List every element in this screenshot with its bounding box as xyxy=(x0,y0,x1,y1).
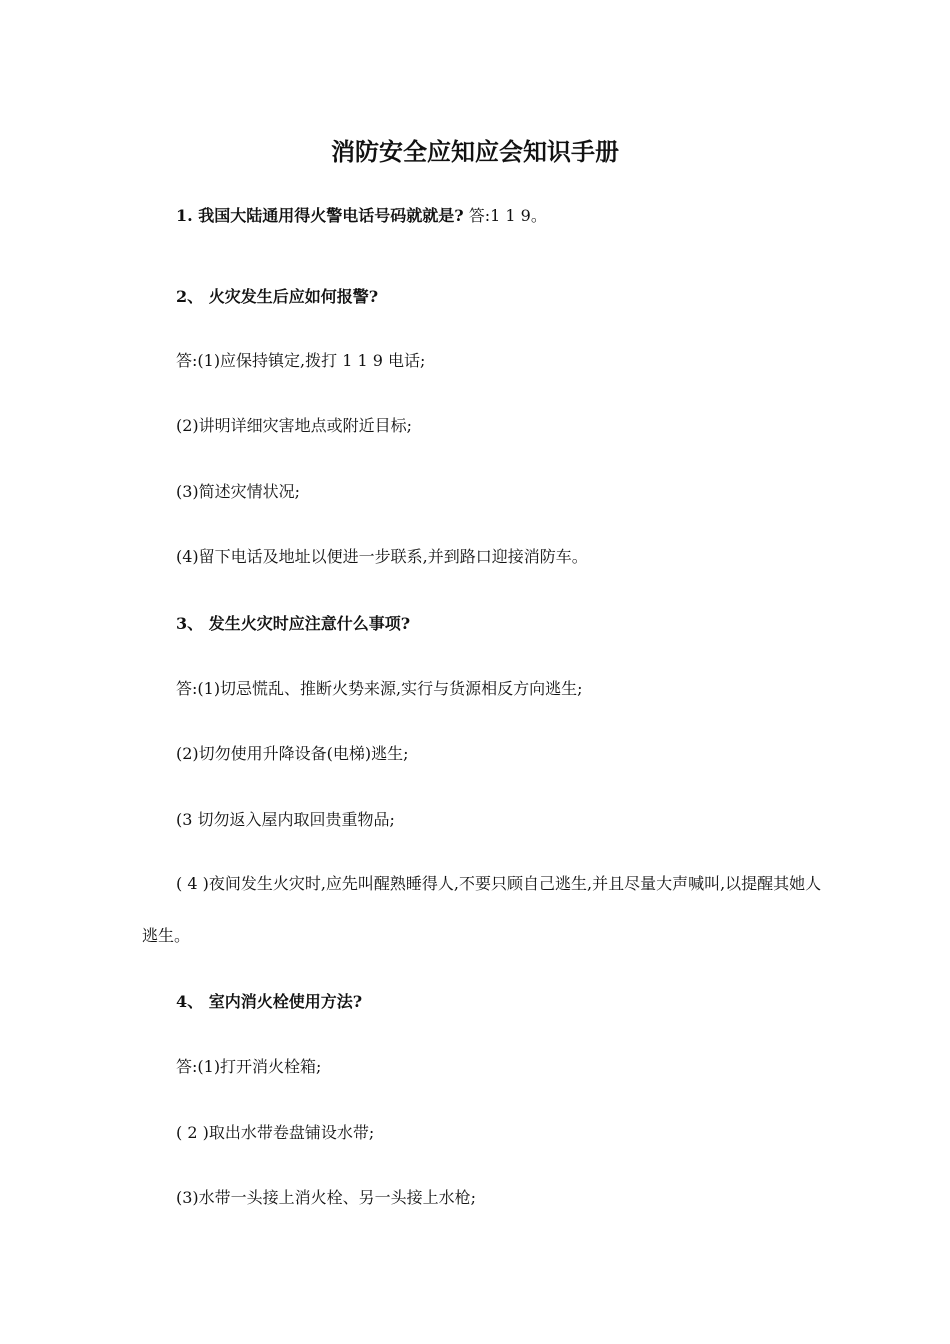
question-1-line xyxy=(176,204,547,228)
answer-2-step-1: 答:(1)应保持镇定,拨打 1 1 9 电话; xyxy=(176,351,426,370)
question-1: 1. 我国大陆通用得火警电话号码就就是? xyxy=(176,206,464,225)
answer-1: 答:1 1 9。 xyxy=(463,206,547,225)
answer-3-step-4: ( 4 )夜间发生火灾时,应先叫醒熟睡得人,不要只顾自己逃生,并且尽量大声喊叫,以提醒其她人逃生。 xyxy=(142,874,822,945)
question-3: 3、 发生火灾时应注意什么事项? xyxy=(176,614,411,633)
answer-3-step-1: 答:(1)切忌慌乱、推断火势来源,实行与货源相反方向逃生; xyxy=(176,679,583,698)
answer-4-step-2: ( 2 )取出水带卷盘铺设水带; xyxy=(176,1123,375,1142)
answer-3-step-3: (3 切勿返入屋内取回贵重物品; xyxy=(176,810,395,829)
answer-4-step-3: (3)水带一头接上消火栓、另一头接上水枪; xyxy=(176,1188,477,1207)
answer-2-step-3: (3)简述灾情状况; xyxy=(176,482,301,501)
question-2: 2、 火灾发生后应如何报警? xyxy=(176,287,379,306)
document-title: 消防安全应知应会知识手册 xyxy=(331,138,619,166)
answer-4-step-1: 答:(1)打开消火栓箱; xyxy=(176,1057,322,1076)
answer-3-step-2: (2)切勿使用升降设备(电梯)逃生; xyxy=(176,744,409,763)
question-4: 4、 室内消火栓使用方法? xyxy=(176,992,363,1011)
answer-2-step-2: (2)讲明详细灾害地点或附近目标; xyxy=(176,416,413,435)
answer-2-step-4: (4)留下电话及地址以便进一步联系,并到路口迎接消防车。 xyxy=(176,547,588,566)
